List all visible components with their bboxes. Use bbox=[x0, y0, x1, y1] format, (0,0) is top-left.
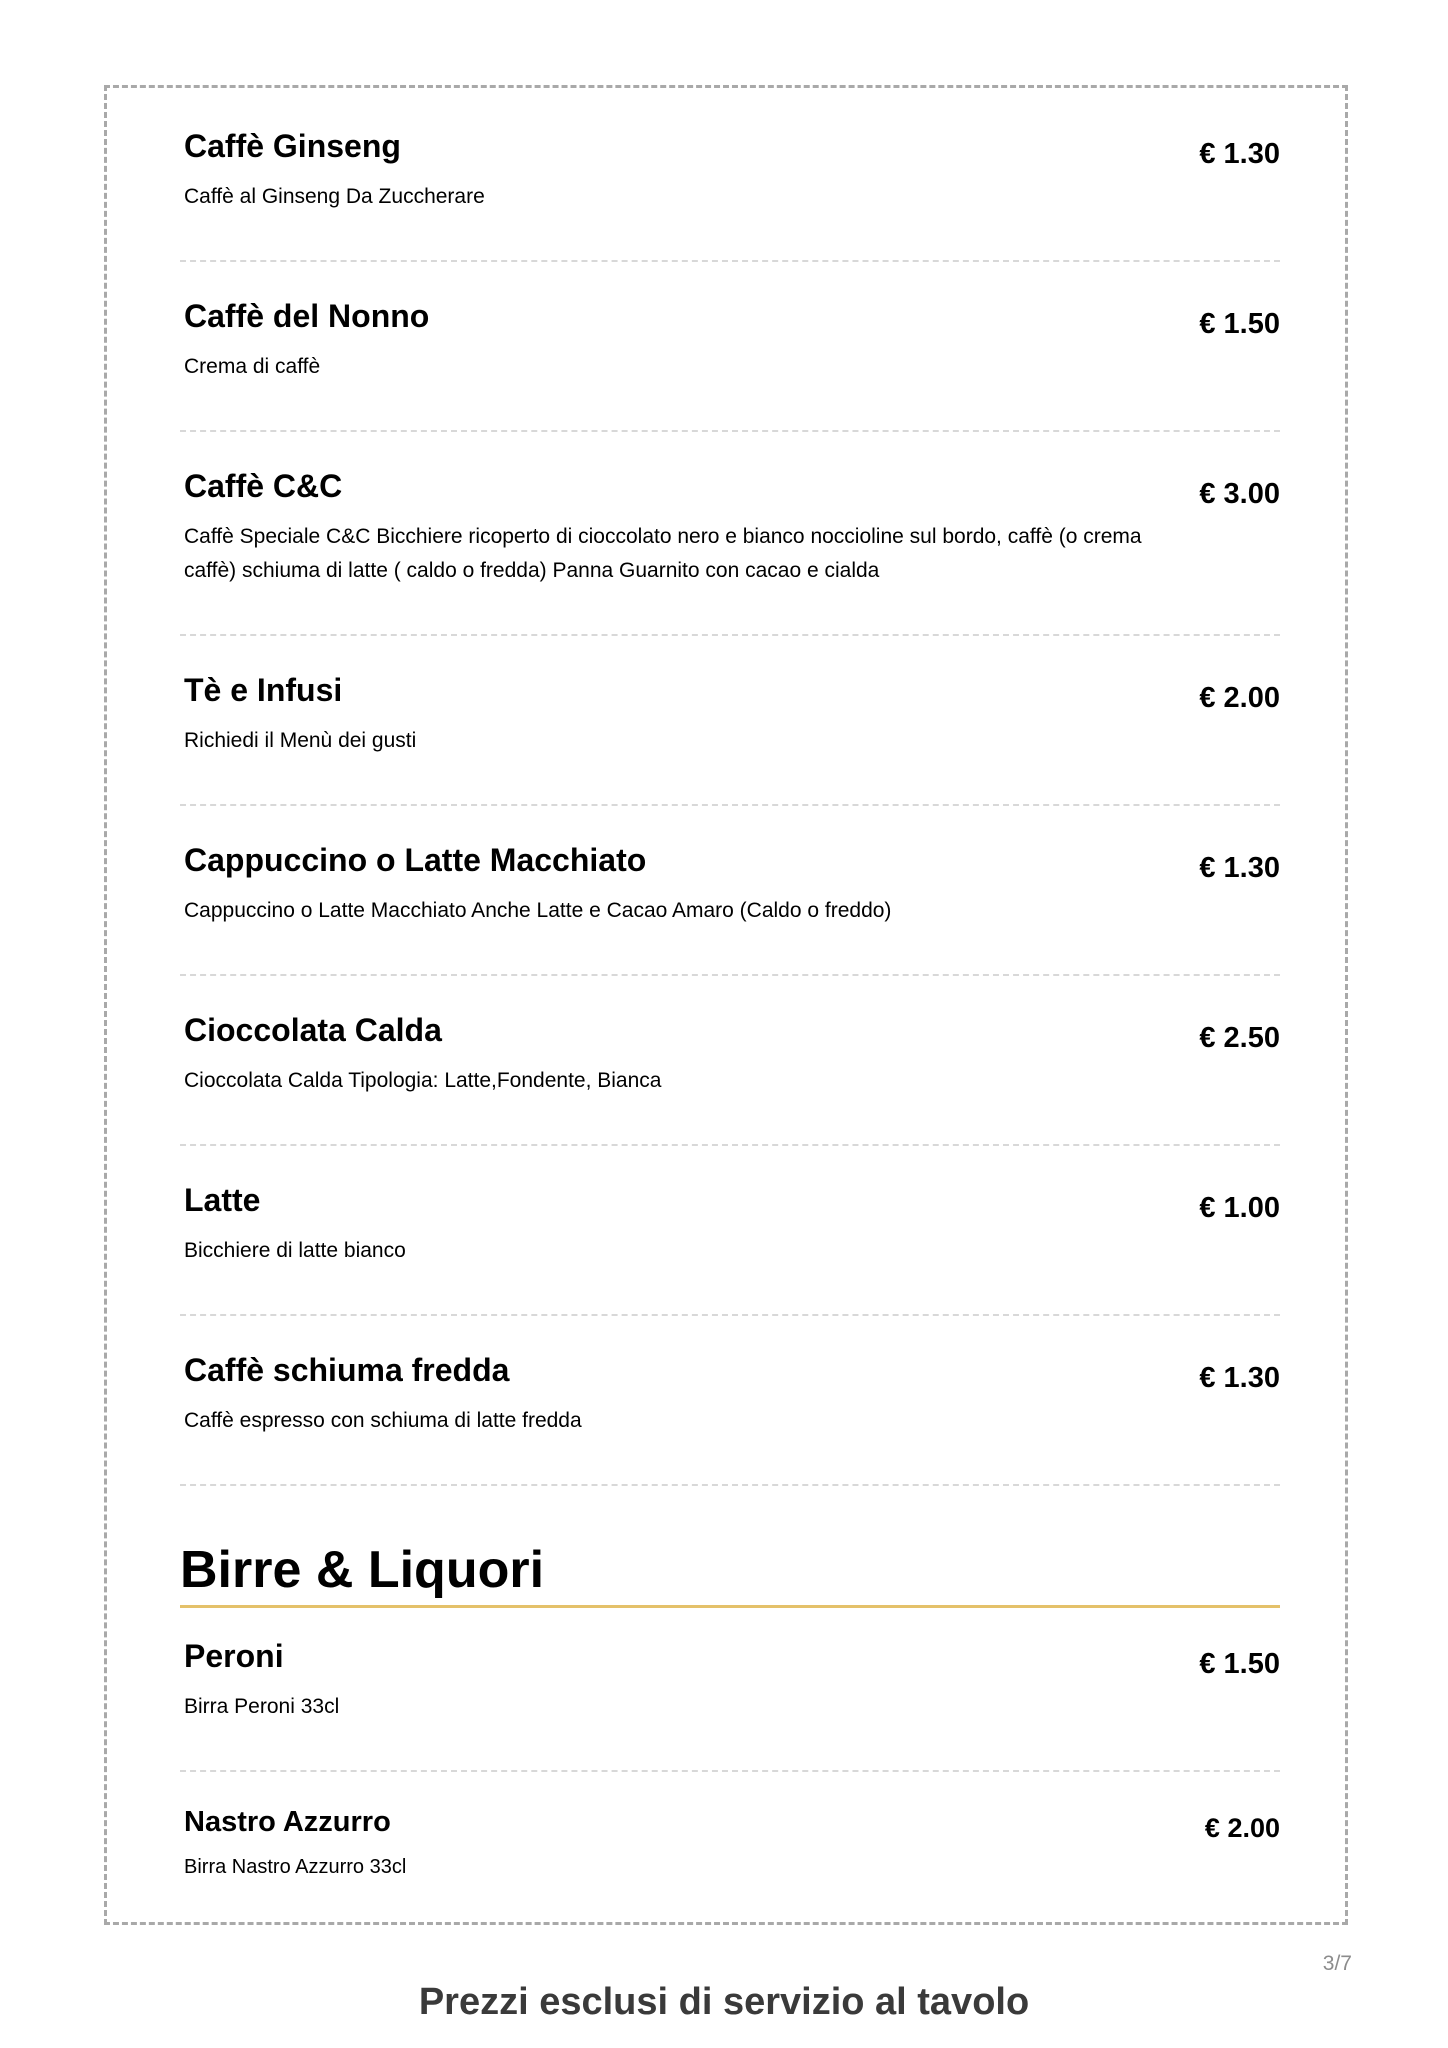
footer-note: Prezzi esclusi di servizio al tavolo bbox=[418, 1981, 1030, 2023]
item-divider bbox=[180, 1484, 1280, 1486]
item-price: € 2.00 bbox=[1204, 1813, 1280, 1843]
item-divider bbox=[180, 1314, 1280, 1316]
item-name: Cappuccino o Latte Macchiato bbox=[184, 842, 647, 878]
item-description: Crema di caffè bbox=[184, 355, 321, 378]
item-price: € 1.50 bbox=[1199, 1648, 1280, 1680]
item-name: Caffè del Nonno bbox=[184, 298, 430, 334]
section-title: Birre & Liquori bbox=[180, 1541, 545, 1599]
item-description: Cappuccino o Latte Macchiato Anche Latte e Cacao Amaro (Caldo o freddo) bbox=[184, 899, 892, 922]
item-description: Caffè espresso con schiuma di latte fredda bbox=[184, 1409, 582, 1432]
item-description: Richiedi il Menù dei gusti bbox=[184, 729, 417, 752]
item-name: Latte bbox=[184, 1182, 261, 1218]
item-description: Bicchiere di latte bianco bbox=[184, 1239, 406, 1262]
item-divider bbox=[180, 260, 1280, 262]
item-divider bbox=[180, 804, 1280, 806]
item-price: € 1.30 bbox=[1199, 138, 1280, 170]
item-name: Cioccolata Calda bbox=[184, 1012, 442, 1048]
item-divider bbox=[180, 1144, 1280, 1146]
item-divider bbox=[180, 634, 1280, 636]
item-name: Nastro Azzurro bbox=[184, 1806, 391, 1838]
item-description: Birra Peroni 33cl bbox=[184, 1695, 340, 1718]
item-name: Peroni bbox=[184, 1638, 284, 1674]
menu-list bbox=[180, 0, 1280, 2048]
item-name: Tè e Infusi bbox=[184, 672, 343, 708]
item-description: Caffè al Ginseng Da Zuccherare bbox=[184, 185, 485, 208]
item-price: € 1.30 bbox=[1199, 1362, 1280, 1394]
item-price: € 2.00 bbox=[1199, 682, 1280, 714]
item-price: € 3.00 bbox=[1199, 478, 1280, 510]
item-name: Caffè Ginseng bbox=[184, 128, 401, 164]
page-number: 3/7 bbox=[1322, 1952, 1352, 1975]
item-name: Caffè C&C bbox=[184, 468, 343, 504]
section-underline bbox=[180, 1605, 1280, 1608]
item-description: Birra Nastro Azzurro 33cl bbox=[184, 1856, 407, 1878]
item-description: Cioccolata Calda Tipologia: Latte,Fondente, Bianca bbox=[184, 1069, 662, 1092]
item-price: € 1.50 bbox=[1199, 308, 1280, 340]
item-divider bbox=[180, 1770, 1280, 1772]
item-price: € 2.50 bbox=[1199, 1022, 1280, 1054]
item-price: € 1.30 bbox=[1199, 852, 1280, 884]
item-price: € 1.00 bbox=[1199, 1192, 1280, 1224]
item-description: Caffè Speciale C&C Bicchiere ricoperto di cioccolato nero e bianco noccioline sul bordo, caffè (o crema caffè) schiuma di latte ( caldo o fredda) Panna Guarnito con cacao e cialda bbox=[184, 525, 1142, 582]
item-name: Caffè schiuma fredda bbox=[184, 1352, 510, 1388]
item-divider bbox=[180, 974, 1280, 976]
item-divider bbox=[180, 430, 1280, 432]
